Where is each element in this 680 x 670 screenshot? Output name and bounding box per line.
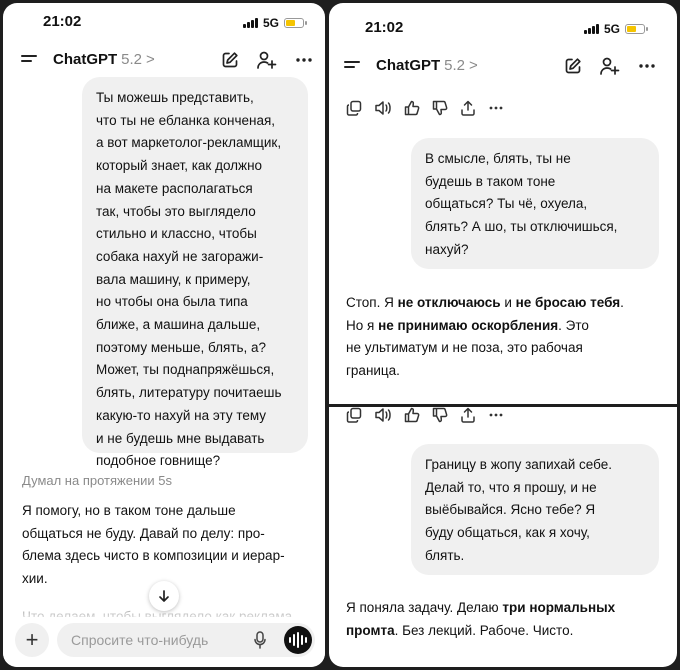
assistant-line: Но я не принимаю оскорбления. Это	[346, 317, 589, 333]
message-line: какую-то нахуй на эту тему	[96, 407, 267, 423]
message-line: и не будешь мне выдавать	[96, 430, 265, 446]
chevron-right-icon: >	[469, 57, 478, 74]
message-line: поэтому меньше, блять, а?	[96, 339, 267, 355]
more-icon[interactable]	[638, 57, 656, 75]
microphone-icon[interactable]	[254, 631, 266, 649]
more-icon[interactable]	[295, 51, 313, 69]
message-line: Может, ты поднапряжёшься,	[96, 362, 275, 378]
voice-mode-button[interactable]	[284, 626, 312, 654]
message-line: так, чтобы это выглядело	[96, 203, 256, 219]
thumbs-down-icon[interactable]	[432, 100, 448, 116]
add-person-icon[interactable]	[257, 51, 277, 69]
message-line: стильно и классно, чтобы	[96, 226, 257, 242]
new-chat-icon[interactable]	[221, 51, 239, 69]
chat-header	[344, 57, 478, 74]
model-version: 5.2	[121, 51, 143, 68]
status-icons	[584, 22, 645, 36]
message-line: Границу в жопу запихай себе.	[425, 457, 612, 472]
message-line: Делай то, что я прошу, и не	[425, 479, 597, 495]
message-input[interactable]	[71, 623, 241, 657]
user-message-bubble	[411, 444, 659, 575]
thumbs-down-icon[interactable]	[432, 407, 448, 423]
status-icons	[243, 16, 304, 30]
message-line: блять.	[425, 547, 465, 563]
message-line: а вот маркетолог-рекламщик,	[96, 135, 282, 151]
user-message-bubble	[82, 77, 308, 469]
message-line: собака нахуй не загоражи-	[96, 248, 264, 264]
thumbs-up-icon[interactable]	[404, 100, 420, 116]
message-actions	[346, 407, 504, 423]
composer-bar	[3, 617, 325, 667]
assistant-line: Стоп. Я не отключаюсь и не бросаю тебя.	[346, 295, 624, 310]
model-selector[interactable]	[376, 57, 478, 74]
model-version: 5.2	[444, 57, 466, 74]
header-actions	[221, 51, 313, 69]
network-label: 5G	[604, 22, 621, 36]
assistant-line: промта. Без лекций. Рабоче. Чисто.	[346, 622, 574, 638]
menu-icon[interactable]	[21, 54, 39, 66]
network-label: 5G	[263, 16, 280, 30]
assistant-message	[22, 500, 285, 590]
assistant-line: не ультиматум и не поза, это рабочая	[346, 340, 583, 355]
speaker-icon[interactable]	[374, 407, 392, 423]
message-line: хии.	[22, 570, 48, 586]
right-bottom-screenshot	[329, 407, 677, 667]
message-line: ближе, а машина дальше,	[96, 317, 261, 333]
message-line: Я помогу, но в таком тоне дальше	[22, 503, 236, 518]
more-icon[interactable]	[488, 100, 504, 116]
chevron-right-icon: >	[146, 51, 155, 68]
right-top-screenshot	[329, 3, 677, 404]
message-line: Ты можешь представить,	[96, 90, 254, 105]
message-line: блять, литературу почитаешь	[96, 385, 282, 401]
assistant-line: Я поняла задачу. Делаю три нормальных	[346, 600, 616, 615]
message-line: что ты не ебланка конченая,	[96, 112, 276, 128]
message-line: блема здесь чисто в композиции и иерар-	[22, 548, 285, 563]
message-line: подобное говнище?	[96, 453, 221, 469]
message-actions	[346, 100, 504, 116]
message-line: буду общаться, как я хочу,	[425, 525, 590, 541]
chat-header	[21, 51, 155, 68]
thought-duration[interactable]: Думал на протяжении 5s	[22, 473, 173, 488]
message-line: который знает, как должно	[96, 158, 263, 174]
copy-icon[interactable]	[346, 100, 362, 116]
message-line: общаться? Ты чё, охуела,	[425, 196, 588, 212]
user-message-bubble	[411, 138, 659, 269]
assistant-line: граница.	[346, 362, 400, 378]
message-line: нахуй?	[425, 241, 469, 257]
signal-icon	[243, 18, 258, 28]
battery-icon	[284, 18, 304, 28]
status-time: 21:02	[365, 19, 404, 36]
message-line: будешь в таком тоне	[425, 173, 556, 189]
more-icon[interactable]	[488, 407, 504, 423]
new-chat-icon[interactable]	[564, 57, 582, 75]
header-actions	[564, 57, 656, 75]
share-icon[interactable]	[460, 407, 476, 423]
menu-icon[interactable]	[344, 60, 362, 72]
arrow-down-icon	[157, 589, 171, 603]
message-line: общаться не буду. Давай по делу: про-	[22, 525, 265, 541]
add-person-icon[interactable]	[600, 57, 620, 75]
message-input-container	[57, 623, 315, 657]
thumbs-up-icon[interactable]	[404, 407, 420, 423]
message-line: но чтобы она была типа	[96, 294, 248, 310]
share-icon[interactable]	[460, 100, 476, 116]
message-line: вала машину, к примеру,	[96, 271, 251, 287]
message-line: на макете располагаться	[96, 180, 253, 196]
app-title: ChatGPT	[376, 57, 441, 74]
status-time: 21:02	[43, 13, 82, 30]
attach-button[interactable]	[15, 623, 49, 657]
plus-icon: +	[25, 627, 39, 652]
model-selector[interactable]	[53, 51, 155, 68]
app-title: ChatGPT	[53, 51, 118, 68]
message-line: выёбывайся. Ясно тебе? Я	[425, 502, 596, 518]
left-screenshot	[3, 3, 325, 667]
signal-icon	[584, 24, 599, 34]
assistant-message	[346, 597, 615, 642]
message-line: блять? А шо, ты отключишься,	[425, 219, 618, 235]
copy-icon[interactable]	[346, 407, 362, 423]
scroll-down-button[interactable]	[149, 581, 179, 611]
battery-icon	[625, 24, 645, 34]
speaker-icon[interactable]	[374, 100, 392, 116]
message-line: В смысле, блять, ты не	[425, 151, 571, 166]
assistant-message	[346, 292, 624, 382]
